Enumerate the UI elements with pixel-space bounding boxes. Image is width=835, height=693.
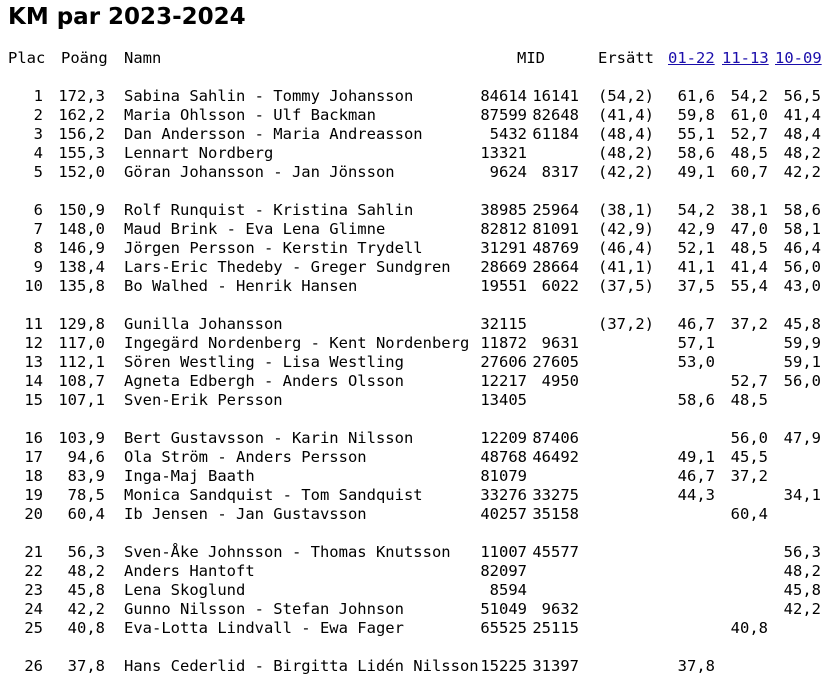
cell-plac: 21 — [24, 543, 43, 561]
cell-poang: 94,6 — [67, 448, 105, 466]
cell-mid-1: 27606 — [480, 353, 527, 371]
cell-mid-1: 11007 — [480, 543, 527, 561]
cell-plac: 6 — [33, 201, 43, 219]
cell-round-1: 37,8 — [677, 657, 715, 675]
cell-mid-2: 16141 — [532, 87, 579, 105]
cell-round-2: 38,1 — [730, 201, 768, 219]
cell-round-3: 56,5 — [783, 87, 821, 105]
cell-poang: 129,8 — [58, 315, 105, 333]
cell-mid-2: 82648 — [532, 106, 579, 124]
cell-mid-1: 81079 — [480, 467, 527, 485]
cell-mid-1: 65525 — [480, 619, 527, 637]
cell-ersatt: (37,2) — [598, 315, 654, 333]
cell-round-1: 58,6 — [677, 144, 715, 162]
cell-mid-2: 48769 — [532, 239, 579, 257]
cell-ersatt: (42,9) — [598, 220, 654, 238]
cell-round-3: 56,0 — [783, 258, 821, 276]
cell-mid-2: 27605 — [532, 353, 579, 371]
cell-poang: 48,2 — [67, 562, 105, 580]
cell-round-1: 46,7 — [677, 467, 715, 485]
cell-ersatt: (42,2) — [598, 163, 654, 181]
cell-poang: 40,8 — [67, 619, 105, 637]
cell-plac: 25 — [24, 619, 43, 637]
page-title: KM par 2023-2024 — [8, 4, 246, 30]
col-header-ersatt: Ersätt — [598, 49, 654, 67]
cell-round-3: 43,0 — [783, 277, 821, 295]
table-row — [0, 87, 835, 106]
cell-poang: 56,3 — [67, 543, 105, 561]
cell-plac: 7 — [33, 220, 43, 238]
cell-plac: 14 — [24, 372, 43, 390]
cell-plac: 13 — [24, 353, 43, 371]
cell-round-3: 42,2 — [783, 163, 821, 181]
cell-namn: Ib Jensen - Jan Gustavsson — [124, 505, 367, 523]
cell-plac: 12 — [24, 334, 43, 352]
cell-round-2: 40,8 — [730, 619, 768, 637]
cell-round-3: 59,9 — [783, 334, 821, 352]
cell-round-2: 54,2 — [730, 87, 768, 105]
results-table — [0, 87, 835, 676]
cell-mid-1: 12209 — [480, 429, 527, 447]
table-row — [0, 258, 835, 277]
round-link-11-13[interactable]: 11-13 — [722, 49, 769, 67]
cell-ersatt: (41,4) — [598, 106, 654, 124]
cell-plac: 22 — [24, 562, 43, 580]
cell-plac: 23 — [24, 581, 43, 599]
cell-round-3: 45,8 — [783, 581, 821, 599]
table-row — [0, 486, 835, 505]
round-link-01-22[interactable]: 01-22 — [668, 49, 715, 67]
cell-round-1: 59,8 — [677, 106, 715, 124]
cell-round-2: 37,2 — [730, 315, 768, 333]
table-row — [0, 505, 835, 524]
cell-round-2: 60,7 — [730, 163, 768, 181]
cell-namn: Jörgen Persson - Kerstin Trydell — [124, 239, 423, 257]
cell-mid-2: 45577 — [532, 543, 579, 561]
cell-namn: Maud Brink - Eva Lena Glimne — [124, 220, 386, 238]
cell-round-3: 41,4 — [783, 106, 821, 124]
cell-round-1: 37,5 — [677, 277, 715, 295]
cell-round-3: 48,2 — [783, 144, 821, 162]
cell-mid-1: 13405 — [480, 391, 527, 409]
col-header-mid: MID — [517, 49, 545, 67]
table-row — [0, 315, 835, 334]
cell-poang: 108,7 — [58, 372, 105, 390]
cell-namn: Bo Walhed - Henrik Hansen — [124, 277, 358, 295]
cell-round-2: 45,5 — [730, 448, 768, 466]
cell-round-1: 46,7 — [677, 315, 715, 333]
cell-round-3: 47,9 — [783, 429, 821, 447]
cell-mid-2: 25115 — [532, 619, 579, 637]
cell-round-3: 48,4 — [783, 125, 821, 143]
cell-plac: 8 — [33, 239, 43, 257]
cell-namn: Sven-Erik Persson — [124, 391, 283, 409]
cell-ersatt: (48,4) — [598, 125, 654, 143]
cell-mid-2: 31397 — [532, 657, 579, 675]
cell-namn: Göran Johansson - Jan Jönsson — [124, 163, 395, 181]
cell-mid-2: 81091 — [532, 220, 579, 238]
cell-mid-2: 87406 — [532, 429, 579, 447]
cell-namn: Gunilla Johansson — [124, 315, 283, 333]
table-row — [0, 220, 835, 239]
cell-plac: 15 — [24, 391, 43, 409]
cell-mid-1: 38985 — [480, 201, 527, 219]
cell-namn: Dan Andersson - Maria Andreasson — [124, 125, 423, 143]
cell-plac: 24 — [24, 600, 43, 618]
cell-mid-1: 33276 — [480, 486, 527, 504]
cell-mid-1: 40257 — [480, 505, 527, 523]
col-header-namn: Namn — [124, 49, 162, 67]
cell-mid-2: 9631 — [541, 334, 579, 352]
cell-plac: 26 — [24, 657, 43, 675]
cell-ersatt: (41,1) — [598, 258, 654, 276]
table-row — [0, 467, 835, 486]
cell-round-2: 52,7 — [730, 125, 768, 143]
cell-round-1: 44,3 — [677, 486, 715, 504]
cell-poang: 148,0 — [58, 220, 105, 238]
cell-poang: 42,2 — [67, 600, 105, 618]
cell-namn: Inga-Maj Baath — [124, 467, 255, 485]
cell-namn: Maria Ohlsson - Ulf Backman — [124, 106, 376, 124]
table-row — [0, 562, 835, 581]
cell-namn: Sven-Åke Johnsson - Thomas Knutsson — [124, 543, 451, 561]
cell-round-1: 57,1 — [677, 334, 715, 352]
cell-round-2: 61,0 — [730, 106, 768, 124]
cell-round-2: 48,5 — [730, 144, 768, 162]
table-row — [0, 581, 835, 600]
cell-mid-2: 6022 — [541, 277, 579, 295]
cell-poang: 138,4 — [58, 258, 105, 276]
cell-namn: Eva-Lotta Lindvall - Ewa Fager — [124, 619, 404, 637]
table-row — [0, 448, 835, 467]
cell-plac: 17 — [24, 448, 43, 466]
table-row — [0, 163, 835, 182]
cell-poang: 146,9 — [58, 239, 105, 257]
cell-round-3: 46,4 — [783, 239, 821, 257]
cell-poang: 45,8 — [67, 581, 105, 599]
table-row — [0, 429, 835, 448]
table-row — [0, 543, 835, 562]
table-row — [0, 239, 835, 258]
cell-plac: 18 — [24, 467, 43, 485]
cell-namn: Anders Hantoft — [124, 562, 255, 580]
cell-mid-1: 31291 — [480, 239, 527, 257]
cell-mid-2: 33275 — [532, 486, 579, 504]
cell-plac: 19 — [24, 486, 43, 504]
cell-poang: 117,0 — [58, 334, 105, 352]
cell-namn: Sabina Sahlin - Tommy Johansson — [124, 87, 414, 105]
cell-namn: Lennart Nordberg — [124, 144, 274, 162]
cell-mid-1: 15225 — [480, 657, 527, 675]
cell-round-1: 42,9 — [677, 220, 715, 238]
cell-mid-2: 35158 — [532, 505, 579, 523]
cell-round-3: 48,2 — [783, 562, 821, 580]
cell-plac: 3 — [33, 125, 43, 143]
cell-plac: 9 — [33, 258, 43, 276]
cell-round-1: 58,6 — [677, 391, 715, 409]
cell-mid-1: 84614 — [480, 87, 527, 105]
table-row — [0, 201, 835, 220]
cell-mid-1: 32115 — [480, 315, 527, 333]
cell-round-1: 49,1 — [677, 448, 715, 466]
cell-round-2: 52,7 — [730, 372, 768, 390]
cell-plac: 1 — [33, 87, 43, 105]
cell-namn: Bert Gustavsson - Karin Nilsson — [124, 429, 414, 447]
cell-ersatt: (37,5) — [598, 277, 654, 295]
cell-round-1: 41,1 — [677, 258, 715, 276]
cell-poang: 107,1 — [58, 391, 105, 409]
cell-namn: Lars-Eric Thedeby - Greger Sundgren — [124, 258, 451, 276]
cell-mid-2: 25964 — [532, 201, 579, 219]
cell-ersatt: (54,2) — [598, 87, 654, 105]
cell-round-1: 52,1 — [677, 239, 715, 257]
cell-round-2: 55,4 — [730, 277, 768, 295]
cell-round-1: 49,1 — [677, 163, 715, 181]
cell-round-1: 61,6 — [677, 87, 715, 105]
cell-mid-2: 61184 — [532, 125, 579, 143]
cell-round-3: 59,1 — [783, 353, 821, 371]
col-header-plac: Plac — [8, 49, 46, 67]
cell-poang: 37,8 — [67, 657, 105, 675]
cell-mid-2: 28664 — [532, 258, 579, 276]
cell-plac: 4 — [33, 144, 43, 162]
cell-mid-1: 19551 — [480, 277, 527, 295]
cell-round-1: 55,1 — [677, 125, 715, 143]
cell-poang: 162,2 — [58, 106, 105, 124]
cell-mid-2: 46492 — [532, 448, 579, 466]
table-row — [0, 353, 835, 372]
cell-round-2: 48,5 — [730, 239, 768, 257]
cell-namn: Ingegärd Nordenberg - Kent Nordenberg — [124, 334, 470, 352]
table-row — [0, 277, 835, 296]
cell-plac: 10 — [24, 277, 43, 295]
cell-round-3: 56,0 — [783, 372, 821, 390]
cell-round-1: 54,2 — [677, 201, 715, 219]
cell-plac: 20 — [24, 505, 43, 523]
cell-poang: 83,9 — [67, 467, 105, 485]
cell-round-3: 56,3 — [783, 543, 821, 561]
cell-mid-1: 87599 — [480, 106, 527, 124]
cell-namn: Rolf Runquist - Kristina Sahlin — [124, 201, 414, 219]
cell-mid-1: 48768 — [480, 448, 527, 466]
cell-mid-1: 51049 — [480, 600, 527, 618]
cell-namn: Monica Sandquist - Tom Sandquist — [124, 486, 423, 504]
cell-mid-2: 8317 — [541, 163, 579, 181]
cell-namn: Lena Skoglund — [124, 581, 246, 599]
cell-round-3: 42,2 — [783, 600, 821, 618]
cell-poang: 103,9 — [58, 429, 105, 447]
cell-mid-2: 9632 — [541, 600, 579, 618]
cell-round-2: 47,0 — [730, 220, 768, 238]
cell-round-3: 45,8 — [783, 315, 821, 333]
cell-poang: 60,4 — [67, 505, 105, 523]
cell-round-1: 53,0 — [677, 353, 715, 371]
cell-plac: 2 — [33, 106, 43, 124]
table-row — [0, 657, 835, 676]
cell-namn: Gunno Nilsson - Stefan Johnson — [124, 600, 404, 618]
cell-poang: 112,1 — [58, 353, 105, 371]
cell-poang: 155,3 — [58, 144, 105, 162]
cell-poang: 172,3 — [58, 87, 105, 105]
cell-poang: 78,5 — [67, 486, 105, 504]
cell-namn: Hans Cederlid - Birgitta Lidén Nilsson — [124, 657, 479, 675]
table-row — [0, 144, 835, 163]
table-row — [0, 125, 835, 144]
cell-poang: 156,2 — [58, 125, 105, 143]
cell-mid-1: 28669 — [480, 258, 527, 276]
cell-mid-2: 4950 — [541, 372, 579, 390]
cell-poang: 152,0 — [58, 163, 105, 181]
table-row — [0, 391, 835, 410]
cell-plac: 5 — [33, 163, 43, 181]
table-row — [0, 334, 835, 353]
table-row — [0, 619, 835, 638]
cell-mid-1: 82812 — [480, 220, 527, 238]
cell-mid-1: 82097 — [480, 562, 527, 580]
cell-poang: 135,8 — [58, 277, 105, 295]
cell-round-2: 37,2 — [730, 467, 768, 485]
cell-round-3: 58,1 — [783, 220, 821, 238]
cell-mid-1: 12217 — [480, 372, 527, 390]
cell-mid-1: 5432 — [489, 125, 527, 143]
cell-poang: 150,9 — [58, 201, 105, 219]
cell-round-3: 34,1 — [783, 486, 821, 504]
table-row — [0, 372, 835, 391]
cell-mid-1: 11872 — [480, 334, 527, 352]
cell-ersatt: (38,1) — [598, 201, 654, 219]
cell-ersatt: (48,2) — [598, 144, 654, 162]
table-row — [0, 600, 835, 619]
cell-round-2: 60,4 — [730, 505, 768, 523]
round-link-10-09[interactable]: 10-09 — [775, 49, 822, 67]
cell-plac: 11 — [24, 315, 43, 333]
cell-round-3: 58,6 — [783, 201, 821, 219]
cell-round-2: 56,0 — [730, 429, 768, 447]
cell-ersatt: (46,4) — [598, 239, 654, 257]
col-header-poang: Poäng — [61, 49, 108, 67]
cell-namn: Agneta Edbergh - Anders Olsson — [124, 372, 404, 390]
cell-plac: 16 — [24, 429, 43, 447]
cell-mid-1: 13321 — [480, 144, 527, 162]
table-row — [0, 106, 835, 125]
cell-namn: Sören Westling - Lisa Westling — [124, 353, 404, 371]
cell-namn: Ola Ström - Anders Persson — [124, 448, 367, 466]
cell-round-2: 48,5 — [730, 391, 768, 409]
cell-round-2: 41,4 — [730, 258, 768, 276]
cell-mid-1: 8594 — [489, 581, 527, 599]
cell-mid-1: 9624 — [489, 163, 527, 181]
